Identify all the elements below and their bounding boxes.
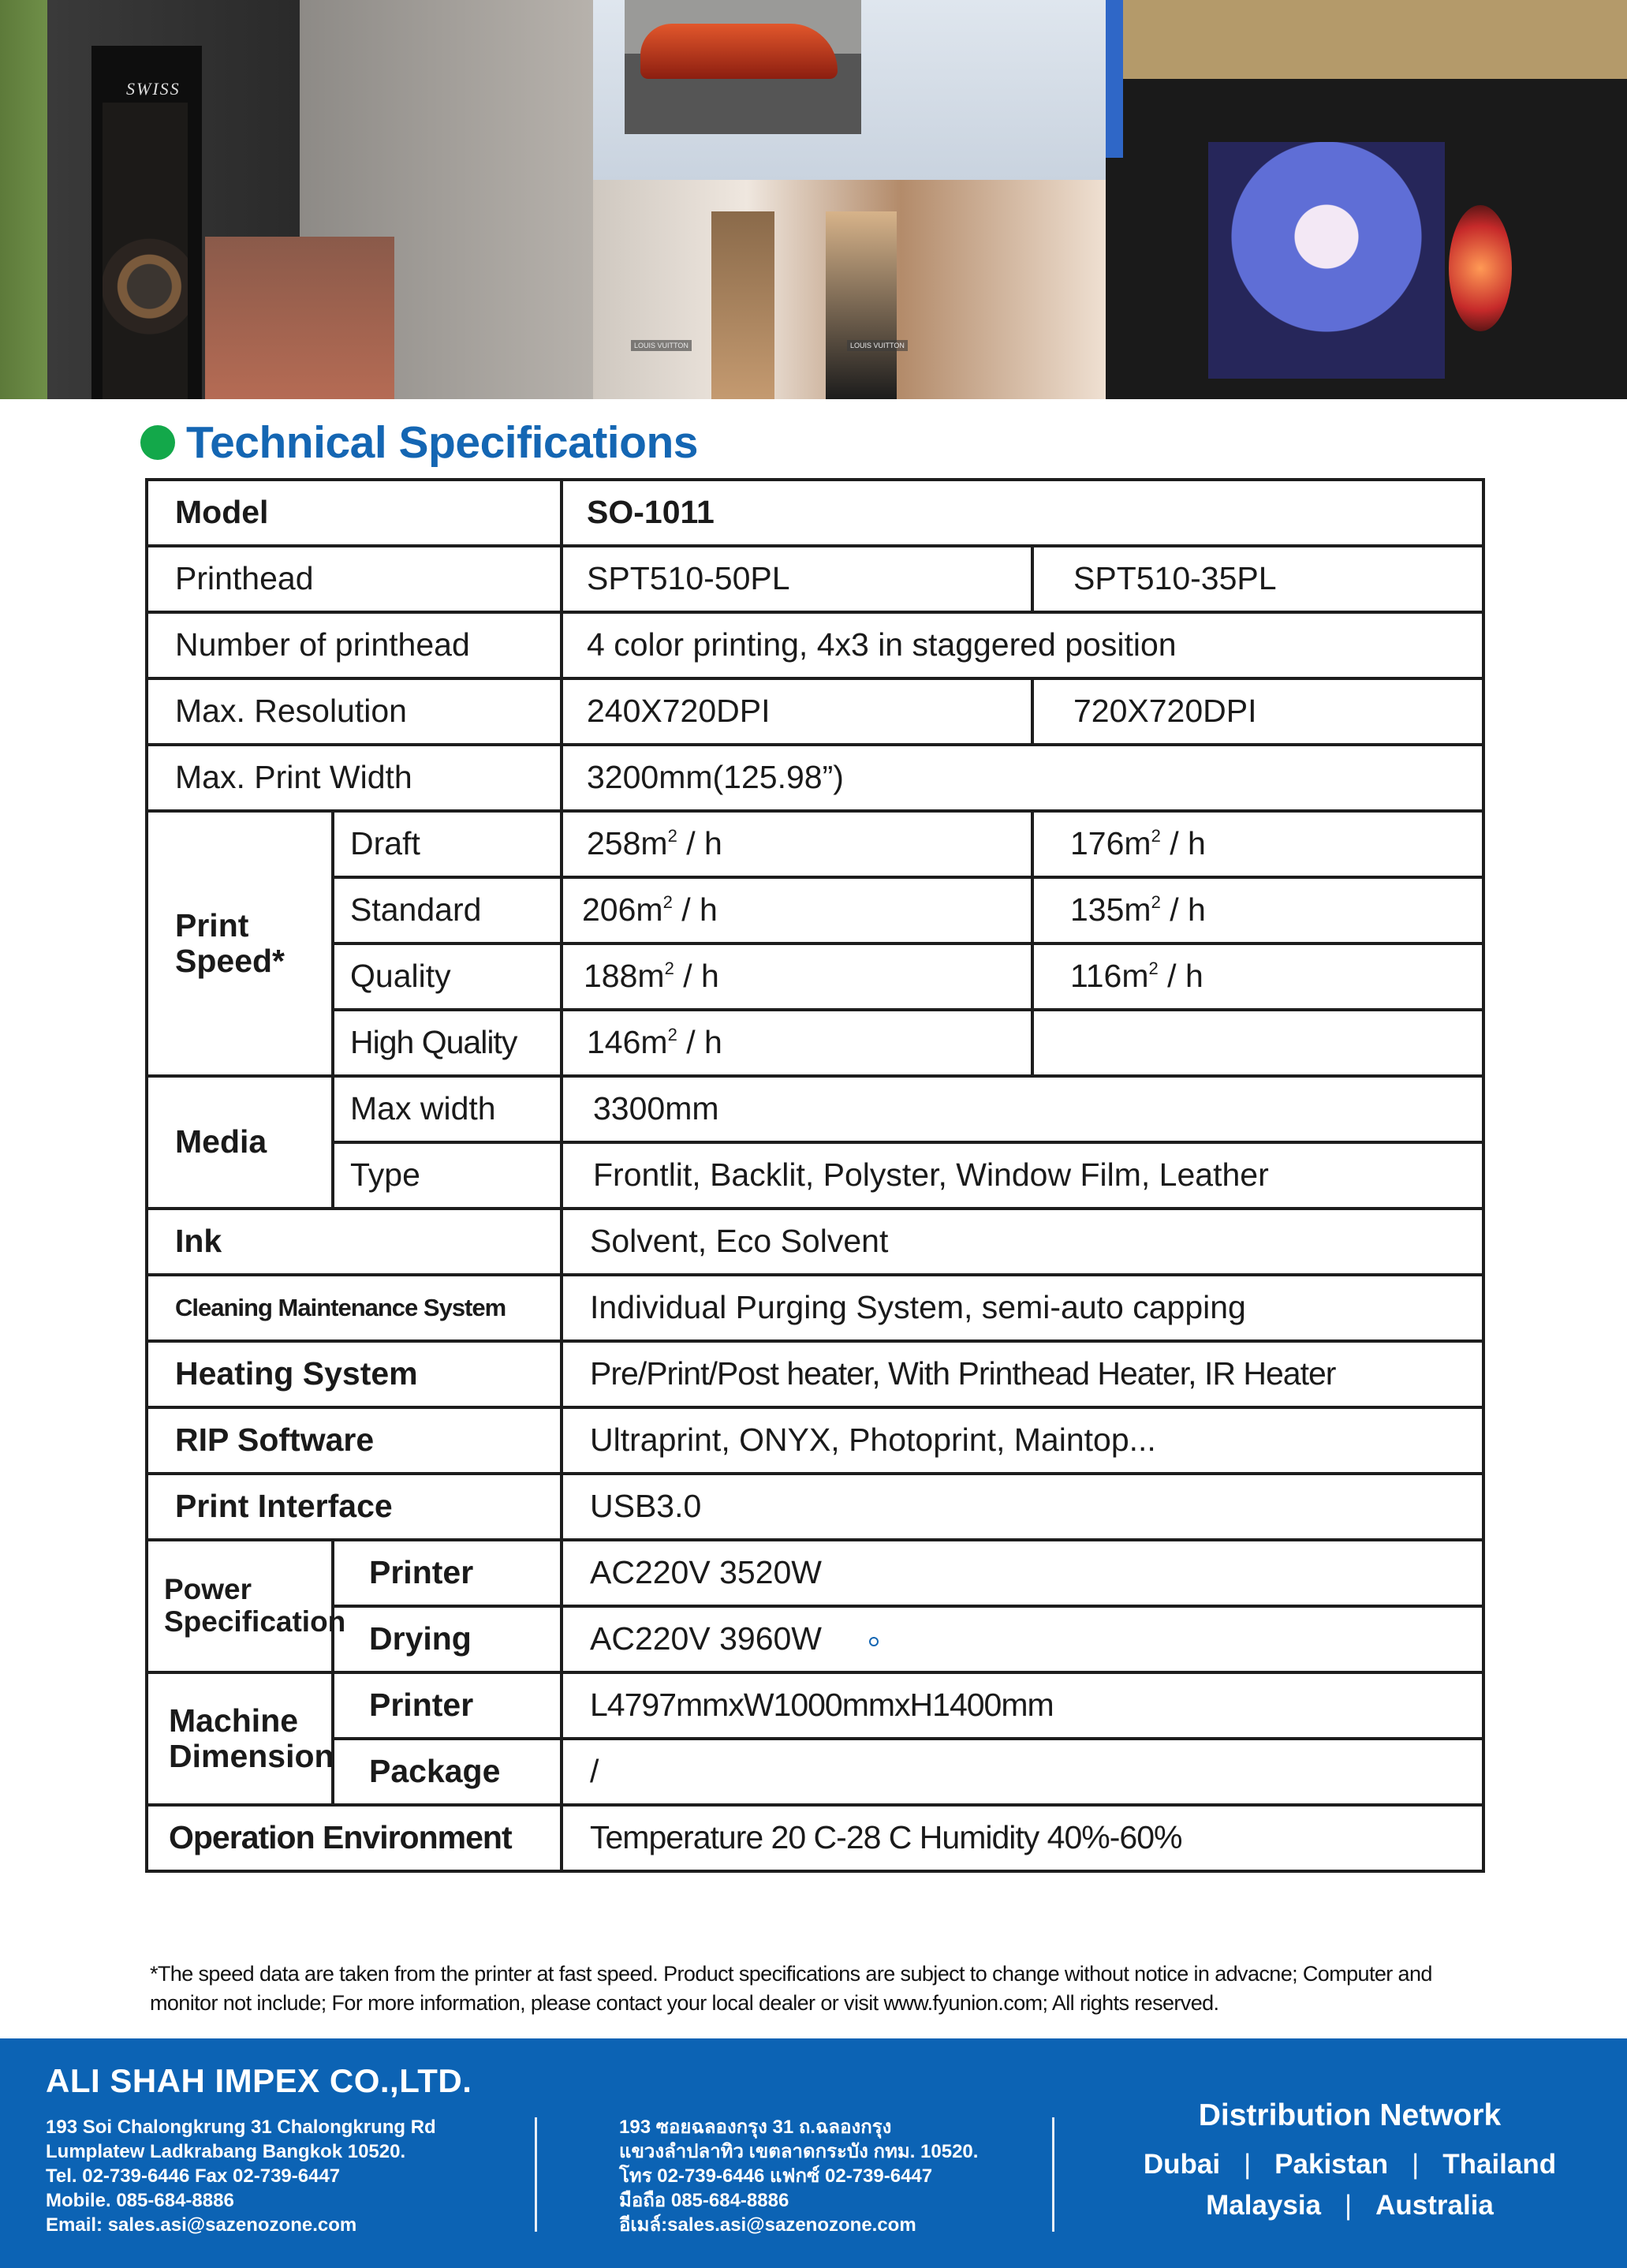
speed-number: 176: [1070, 825, 1125, 862]
watch-poster: [103, 103, 188, 399]
spec-label: Operation Environment: [147, 1805, 562, 1871]
speed-unit: / h: [1160, 891, 1206, 928]
spec-value: 720X720DPI: [1032, 678, 1483, 745]
power-drying-value: AC220V 3960W: [590, 1620, 823, 1657]
country: Dubai: [1143, 2149, 1221, 2180]
divider: [1052, 2117, 1054, 2232]
address-line: Lumplatew Ladkrabang Bangkok 10520.: [46, 2141, 406, 2162]
phone-line: โทร 02-739-6446 แฟกซ์ 02-739-6447: [619, 2165, 933, 2187]
email-line: Email: sales.asi@sazenozone.com: [46, 2214, 357, 2236]
table-row-max-print-width: [147, 745, 1483, 811]
speed-unit: / h: [677, 825, 722, 862]
speed-value-empty: [1032, 1010, 1483, 1076]
bus-shelter-watch-ad-photo: [0, 0, 593, 399]
speed-unit: m: [1121, 958, 1149, 995]
speed-mode: Standard: [333, 877, 562, 943]
spec-value: 4 color printing, 4x3 in staggered position: [562, 612, 1483, 678]
table-row-power-printer: [147, 1540, 1483, 1606]
speed-unit-sup: 2: [662, 892, 673, 913]
table-row-max-resolution: [147, 678, 1483, 745]
red-sculpture: [1449, 205, 1512, 331]
table-row-number-of-printhead: [147, 612, 1483, 678]
speed-value: [1032, 811, 1483, 877]
spec-label: Cleaning Maintenance System: [147, 1275, 562, 1341]
speed-unit-sup: 2: [667, 1025, 677, 1045]
table-row-print-speed-quality: [147, 943, 1483, 1010]
photo-banner: [0, 0, 1627, 399]
spec-value: SPT510-50PL: [562, 546, 1032, 612]
group-label-line: Machine: [169, 1702, 299, 1739]
distribution-title: Distribution Network: [1198, 2098, 1502, 2132]
group-label-line: Specification: [164, 1605, 346, 1638]
table-row-model: [147, 480, 1483, 546]
table-row-print-speed-high-quality: [147, 1010, 1483, 1076]
table-row-print-speed-draft: [147, 811, 1483, 877]
speed-value: [562, 811, 1032, 877]
speed-unit: / h: [677, 1024, 722, 1061]
spec-value: 3300mm: [562, 1076, 1483, 1142]
spec-group-label-print-speed: [147, 811, 333, 1076]
speed-mode: Draft: [333, 811, 562, 877]
speed-value: [1032, 877, 1483, 943]
table-row-rip: [147, 1407, 1483, 1474]
speed-unit-sup: 2: [1148, 958, 1159, 979]
distribution-row: [1073, 2149, 1627, 2180]
country: Australia: [1375, 2190, 1494, 2221]
media-sub-label: Type: [333, 1142, 562, 1209]
country: Thailand: [1442, 2149, 1557, 2180]
speed-number: 206: [582, 891, 636, 928]
spec-label: Printhead: [147, 546, 562, 612]
poster-model-2: [826, 211, 897, 399]
speed-unit: m: [637, 958, 665, 995]
speed-unit: m: [640, 825, 668, 862]
table-row-media-max-width: [147, 1076, 1483, 1142]
speed-unit-sup: 2: [667, 826, 677, 846]
speed-number: 116: [1070, 958, 1122, 995]
spec-label: Max. Print Width: [147, 745, 562, 811]
speed-number: 146: [587, 1024, 641, 1061]
group-label-line: Speed*: [175, 943, 285, 979]
spec-label: Number of printhead: [147, 612, 562, 678]
mobile-line: Mobile. 085-684-8886: [46, 2190, 234, 2211]
page-title: Technical Specifications: [186, 417, 698, 468]
table-row-interface: [147, 1474, 1483, 1540]
green-bullet-icon: [140, 425, 175, 460]
speed-unit-sup: 2: [1151, 892, 1161, 913]
country: Malaysia: [1206, 2190, 1322, 2221]
spec-group-label-power: [147, 1540, 346, 1672]
address-line: 193 ซอยฉลองกรุง 31 ถ.ฉลองกรุง: [619, 2117, 892, 2138]
section-heading: [140, 417, 698, 469]
table-row-cleaning: [147, 1275, 1483, 1341]
speed-unit: / h: [1160, 825, 1206, 862]
speed-number: 135: [1070, 891, 1125, 928]
footnote: *The speed data are taken from the printer at fast speed. Product specifications are subject to change without notice in advacne; Computer and monitor not include; For more information, please contact your local dealer or visit www.fyunion.com; All rights reserved.: [150, 1962, 1432, 2015]
speed-value: [562, 1010, 1032, 1076]
address-english: [46, 2115, 436, 2237]
speed-value: [562, 877, 1032, 943]
fashion-display-window: [1208, 142, 1445, 379]
speed-unit: m: [1124, 891, 1151, 928]
media-sub-label: Max width: [333, 1076, 562, 1142]
address-line: 193 Soi Chalongkrung 31 Chalongkrung Rd: [46, 2117, 436, 2138]
divider: [535, 2117, 537, 2232]
spec-table: [145, 478, 1485, 1873]
spec-value: SPT510-35PL: [1032, 546, 1483, 612]
spec-value: SO-1011: [562, 480, 1483, 546]
address-thai: [619, 2115, 978, 2237]
speed-unit: m: [640, 1024, 668, 1061]
address-line: แขวงลำปลาทิว เขตลาดกระบัง กทม. 10520.: [619, 2141, 979, 2162]
dimension-sub-label: Printer: [333, 1672, 562, 1739]
speed-mode: High Quality: [333, 1010, 562, 1076]
table-row-ink: [147, 1209, 1483, 1275]
speed-unit-sup: 2: [1151, 826, 1161, 846]
selection-handle-icon: [869, 1637, 879, 1646]
table-row-media-type: [147, 1142, 1483, 1209]
spec-label: Heating System: [147, 1341, 562, 1407]
speed-value: [562, 943, 1032, 1010]
group-label-line: Print: [175, 906, 249, 943]
spec-value: Solvent, Eco Solvent: [562, 1209, 1483, 1275]
separator: |: [1412, 2149, 1420, 2180]
speed-unit: / h: [1158, 958, 1203, 995]
separator: |: [1345, 2190, 1353, 2221]
speed-unit-sup: 2: [664, 958, 674, 979]
spec-value: Individual Purging System, semi-auto capping: [562, 1275, 1483, 1341]
spec-value: 3200mm(125.98”): [562, 745, 1483, 811]
spec-group-label-media: Media: [147, 1076, 333, 1209]
spec-value: 240X720DPI: [562, 678, 1032, 745]
speed-unit: m: [1124, 825, 1151, 862]
group-label-line: Dimension: [169, 1738, 334, 1774]
table-row-power-drying: [147, 1606, 1483, 1672]
mobile-line: มือถือ 085-684-8886: [619, 2190, 789, 2211]
separator: |: [1244, 2149, 1252, 2180]
speed-value: [1032, 943, 1483, 1010]
spec-label: Print Interface: [147, 1474, 562, 1540]
spec-label: Max. Resolution: [147, 678, 562, 745]
spec-value: L4797mmxW1000mmxH1400mm: [562, 1672, 1483, 1739]
speed-mode: Quality: [333, 943, 562, 1010]
sports-car: [640, 24, 838, 79]
spec-value: Ultraprint, ONYX, Photoprint, Maintop...: [562, 1407, 1483, 1474]
group-label-line: Power: [164, 1573, 252, 1606]
table-row-dimension-package: [147, 1739, 1483, 1805]
poster-brand-label: SWISS: [126, 79, 181, 99]
footer: [0, 2038, 1627, 2268]
table-row-dimension-printer: [147, 1672, 1483, 1739]
butterfly-fashion-display-photo: [1106, 0, 1627, 399]
spec-value: Temperature 20 C-28 C Humidity 40%-60%: [562, 1805, 1483, 1871]
dimension-sub-label: Package: [333, 1739, 562, 1805]
table-row-heating: [147, 1341, 1483, 1407]
street-scene: [205, 237, 394, 399]
photo-column-middle: [593, 0, 1106, 399]
spec-value: [562, 1606, 1483, 1672]
spec-group-label-dimension: [147, 1672, 333, 1805]
speed-unit: m: [636, 891, 663, 928]
email-line: อีเมล์:sales.asi@sazenozone.com: [619, 2214, 916, 2236]
spec-value: Pre/Print/Post heater, With Printhead Heater, IR Heater: [562, 1341, 1483, 1407]
distribution-network: [1073, 2098, 1627, 2231]
distribution-row: [1073, 2190, 1627, 2221]
spec-value: Frontlit, Backlit, Polyster, Window Film, Leather: [562, 1142, 1483, 1209]
speed-unit: / h: [672, 891, 718, 928]
power-sub-label: Drying: [333, 1606, 562, 1672]
spec-value: AC220V 3520W: [562, 1540, 1483, 1606]
power-sub-label: Printer: [333, 1540, 562, 1606]
store-label: LOUIS VUITTON: [847, 340, 908, 351]
store-label: LOUIS VUITTON: [631, 340, 692, 351]
spec-label: Model: [147, 480, 562, 546]
spec-value: USB3.0: [562, 1474, 1483, 1540]
country: Pakistan: [1274, 2149, 1389, 2180]
table-row-environment: [147, 1805, 1483, 1871]
table-row-print-speed-standard: [147, 877, 1483, 943]
louis-vuitton-store-posters-photo: [593, 180, 1106, 399]
company-name: ALI SHAH IMPEX CO.,LTD.: [46, 2062, 472, 2099]
phone-line: Tel. 02-739-6446 Fax 02-739-6447: [46, 2165, 341, 2187]
table-row-printhead: [147, 546, 1483, 612]
speed-unit: / h: [674, 958, 719, 995]
spec-label: RIP Software: [147, 1407, 562, 1474]
speed-number: 258: [587, 825, 641, 862]
speed-number: 188: [584, 958, 638, 995]
poster-model-1: [711, 211, 774, 399]
billboard-sports-car-photo: [593, 0, 1106, 180]
spec-label: Ink: [147, 1209, 562, 1275]
spec-value: /: [562, 1739, 1483, 1805]
blue-facade: [1106, 0, 1123, 158]
